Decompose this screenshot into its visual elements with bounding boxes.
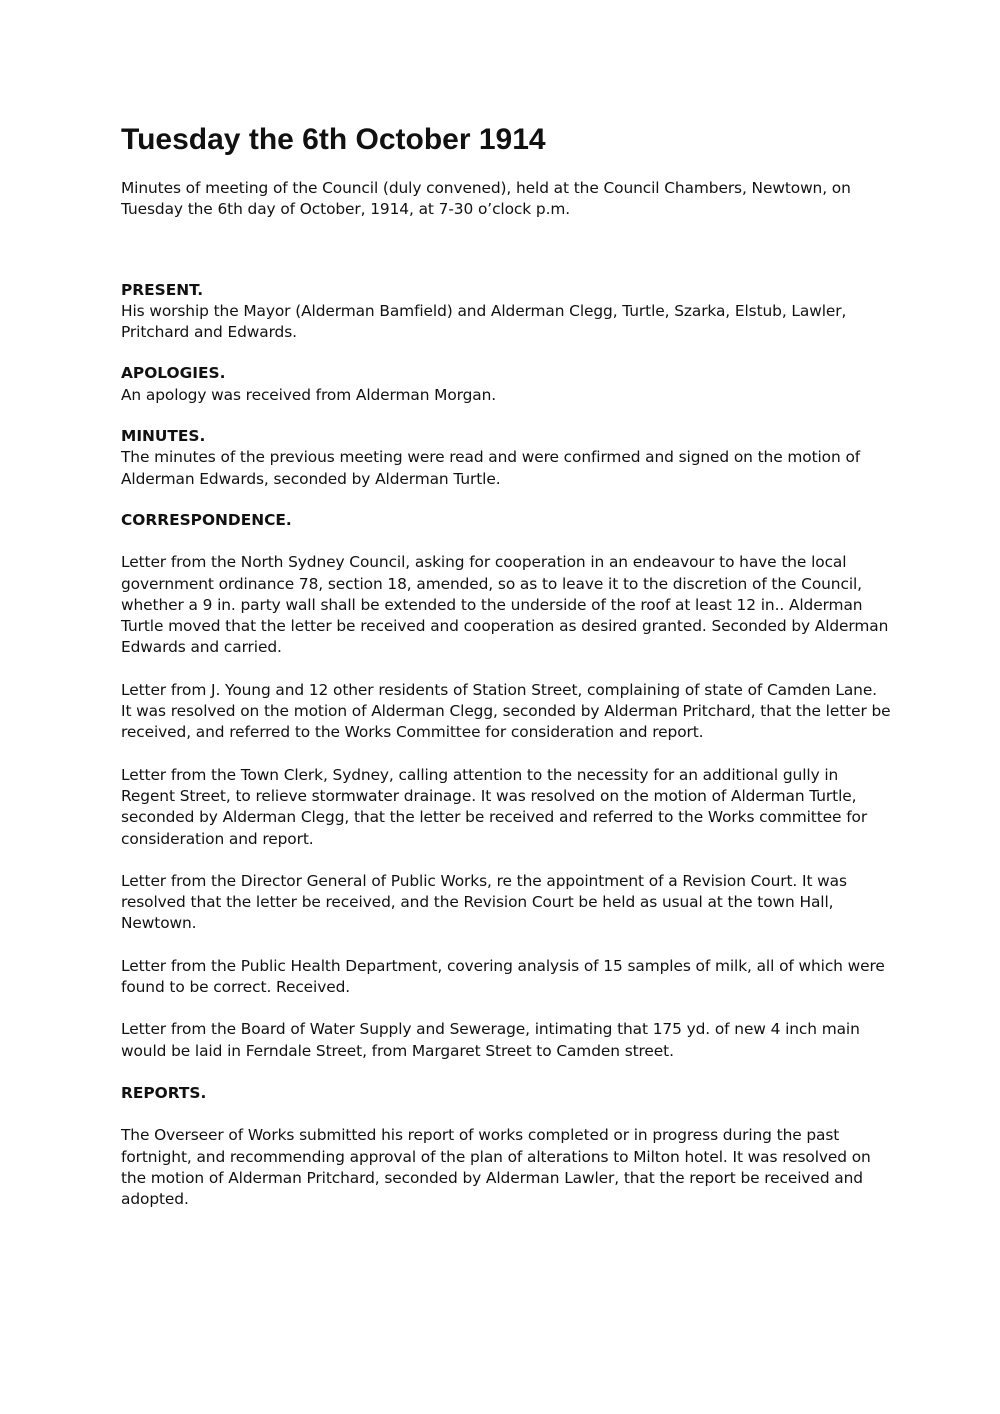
minutes-document — [121, 120, 891, 1210]
letter-paragraph: Letter from the Public Health Department, covering analysis of 15 samples of milk, all of which were found to be correct. Received. — [121, 956, 885, 997]
apologies-text: An apology was received from Alderman Morgan. — [121, 385, 497, 404]
page-title: Tuesday the 6th October 1914 — [121, 123, 546, 156]
reports-section — [121, 1083, 891, 1210]
correspondence-heading: CORRESPONDENCE. — [121, 510, 292, 529]
reports-text: The Overseer of Works submitted his report of works completed or in progress during the past fortnight, and recommending approval of the plan of alterations to Milton hotel. It was resolved on the motion of Alderman Pritchard, seconded by Alderman Lawler, that the report be received and adopted. — [121, 1126, 871, 1209]
letter-paragraph: Letter from the Town Clerk, Sydney, calling attention to the necessity for an additional gully in Regent Street, to relieve stormwater drainage. It was resolved on the motion of Alderman Turtle, seconded by Alderman Clegg, that the letter be received and referred to the Works committee for consideration and report. — [121, 765, 868, 848]
intro-paragraph: Minutes of meeting of the Council (duly convened), held at the Council Chambers, Newtown, on Tuesday the 6th day of October, 1914, at 7-30 o’clock p.m. — [121, 179, 851, 219]
apologies-heading: APOLOGIES. — [121, 364, 226, 383]
minutes-section — [121, 426, 891, 490]
apologies-section — [121, 363, 891, 406]
minutes-text: The minutes of the previous meeting were read and were confirmed and signed on the motion of Alderman Edwards, seconded by Alderman Turtle. — [121, 448, 861, 488]
present-section — [121, 280, 891, 344]
correspondence-section — [121, 510, 891, 1062]
present-text: His worship the Mayor (Alderman Bamfield) and Alderman Clegg, Turtle, Szarka, Elstub, Lawler, Pritchard and Edwards. — [121, 301, 847, 342]
letter-paragraph: Letter from the Board of Water Supply and Sewerage, intimating that 175 yd. of new 4 inch main would be laid in Ferndale Street, from Margaret Street to Camden street. — [121, 1020, 860, 1060]
letter-paragraph: Letter from the North Sydney Council, asking for cooperation in an endeavour to have the local government ordinance 78, section 18, amended, so as to leave it to the discretion of the Council, whether a 9 in. party wall shall be extended to the underside of the roof at least 12 in.. Alderman Turtle moved that the letter be received and cooperation as desired granted. Seconded by Alderman Edwards and carried. — [121, 553, 889, 657]
minutes-heading: MINUTES. — [121, 427, 206, 446]
letter-paragraph: Letter from the Director General of Public Works, re the appointment of a Revision Court. It was resolved that the letter be received, and the Revision Court be held as usual at the town Hall, Newtown. — [121, 871, 847, 933]
letter-paragraph: Letter from J. Young and 12 other residents of Station Street, complaining of state of Camden Lane. It was resolved on the motion of Alderman Clegg, seconded by Alderman Pritchard, that the letter be received, and referred to the Works Committee for consideration and report. — [121, 680, 891, 742]
present-heading: PRESENT. — [121, 280, 204, 299]
reports-heading: REPORTS. — [121, 1083, 207, 1102]
